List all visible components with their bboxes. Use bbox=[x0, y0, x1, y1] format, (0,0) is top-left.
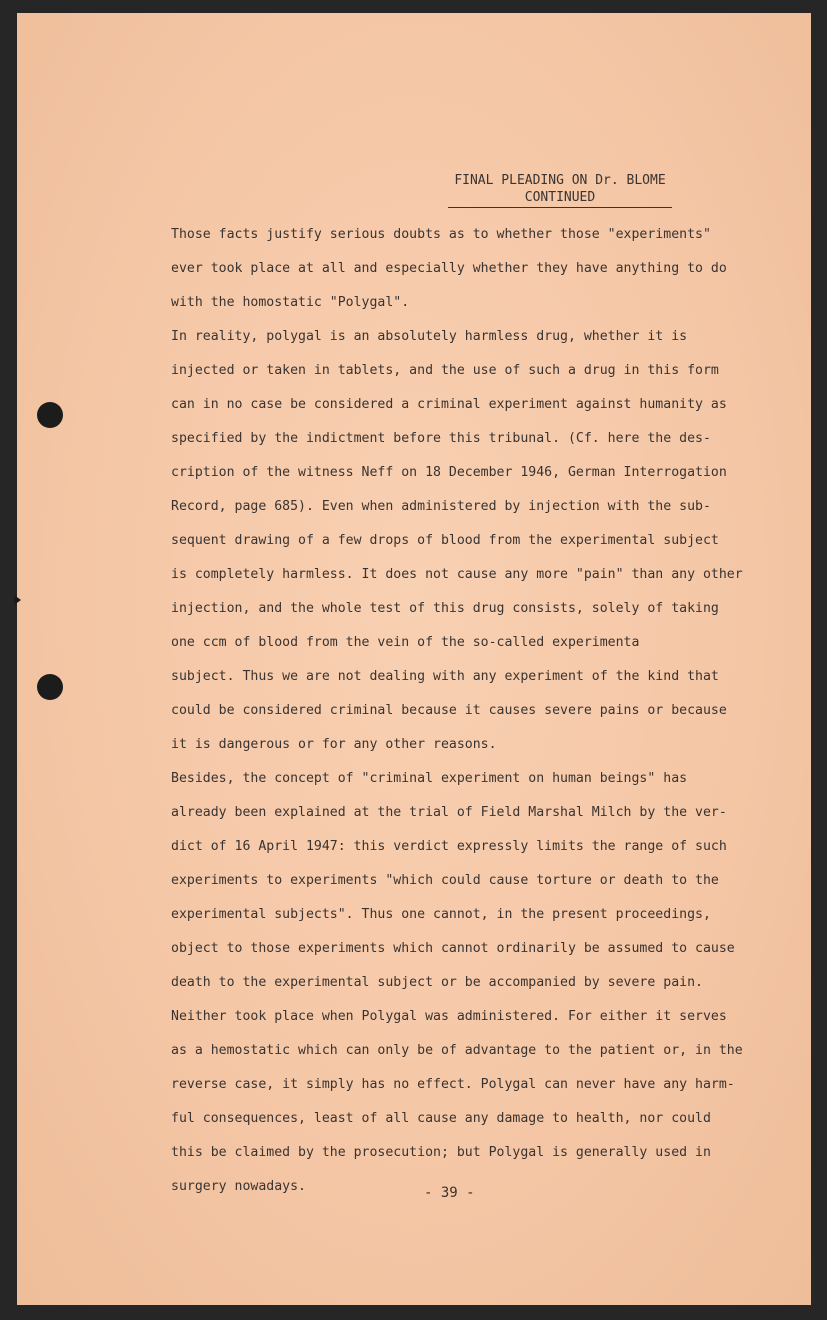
body-line: surgery nowadays. bbox=[171, 1179, 306, 1194]
body-line: Besides, the concept of "criminal experiment on human beings" has bbox=[171, 771, 688, 786]
document-body bbox=[171, 218, 743, 1204]
body-line: object to those experiments which cannot ordinarily be assumed to cause bbox=[171, 941, 735, 956]
body-line: ever took place at all and especially whether they have anything to do bbox=[171, 261, 727, 276]
body-line: injected or taken in tablets, and the use of such a drug in this form bbox=[171, 363, 719, 378]
page-number: - 39 - bbox=[424, 1185, 475, 1201]
body-line: sequent drawing of a few drops of blood from the experimental subject bbox=[171, 533, 719, 548]
heading-continued: CONTINUED bbox=[448, 189, 672, 208]
punch-hole-bottom bbox=[37, 674, 63, 700]
body-line: is completely harmless. It does not cause any more "pain" than any other bbox=[171, 567, 743, 582]
body-line: dict of 16 April 1947: this verdict expressly limits the range of such bbox=[171, 839, 727, 854]
body-line: cription of the witness Neff on 18 December 1946, German Interrogation bbox=[171, 465, 727, 480]
document-heading bbox=[448, 172, 672, 208]
body-line: with the homostatic "Polygal". bbox=[171, 295, 410, 310]
margin-notch bbox=[14, 595, 21, 605]
heading-title: FINAL PLEADING ON Dr. BLOME bbox=[454, 173, 666, 188]
body-line: subject. Thus we are not dealing with any experiment of the kind that bbox=[171, 669, 719, 684]
body-line: as a hemostatic which can only be of advantage to the patient or, in the bbox=[171, 1043, 743, 1058]
body-line: reverse case, it simply has no effect. Polygal can never have any harm- bbox=[171, 1077, 735, 1092]
body-line: Those facts justify serious doubts as to whether those "experiments" bbox=[171, 227, 711, 242]
body-line: specified by the indictment before this tribunal. (Cf. here the des- bbox=[171, 431, 711, 446]
body-line: can in no case be considered a criminal experiment against humanity as bbox=[171, 397, 727, 412]
body-line: ful consequences, least of all cause any damage to health, nor could bbox=[171, 1111, 711, 1126]
body-line: In reality, polygal is an absolutely harmless drug, whether it is bbox=[171, 329, 688, 344]
body-line: it is dangerous or for any other reasons. bbox=[171, 737, 497, 752]
body-line: already been explained at the trial of Field Marshal Milch by the ver- bbox=[171, 805, 727, 820]
body-line: one ccm of blood from the vein of the so-called experimenta bbox=[171, 635, 640, 650]
body-line: death to the experimental subject or be accompanied by severe pain. bbox=[171, 975, 703, 990]
punch-hole-top bbox=[37, 402, 63, 428]
body-line: experimental subjects". Thus one cannot, in the present proceedings, bbox=[171, 907, 711, 922]
body-line: Neither took place when Polygal was administered. For either it serves bbox=[171, 1009, 727, 1024]
body-line: this be claimed by the prosecution; but Polygal is generally used in bbox=[171, 1145, 711, 1160]
body-line: injection, and the whole test of this drug consists, solely of taking bbox=[171, 601, 719, 616]
body-line: experiments to experiments "which could cause torture or death to the bbox=[171, 873, 719, 888]
body-line: Record, page 685). Even when administered by injection with the sub- bbox=[171, 499, 711, 514]
body-line: could be considered criminal because it causes severe pains or because bbox=[171, 703, 727, 718]
